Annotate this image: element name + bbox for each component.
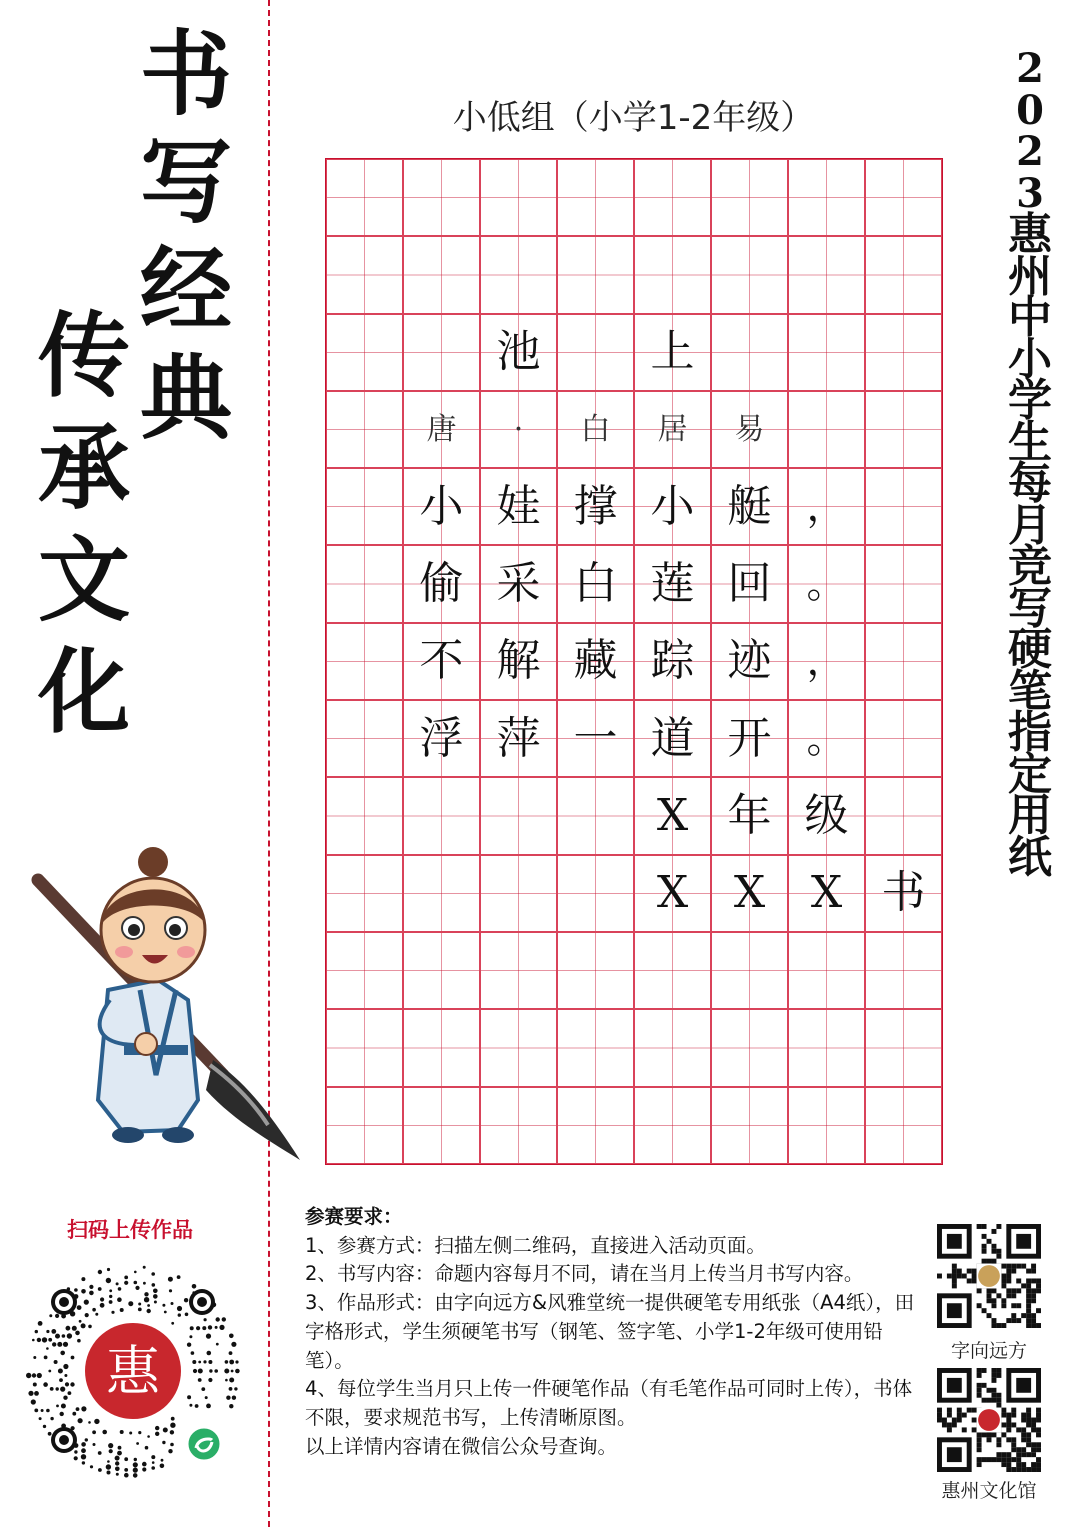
grid-cell (711, 159, 788, 236)
grid-cell (788, 1087, 865, 1164)
grid-cell (711, 932, 788, 1009)
title-char: 州 (1008, 250, 1052, 302)
grid-cell (788, 777, 865, 854)
grid-char: 道 (650, 712, 695, 764)
grid-cell (326, 545, 403, 622)
slogan-char: 典 (140, 344, 233, 452)
grid-cell (634, 1087, 711, 1164)
grid-cell (711, 1009, 788, 1086)
requirements-heading: 参赛要求： (305, 1205, 403, 1228)
grid-cell (480, 855, 557, 932)
grid-cell (865, 545, 942, 622)
grid-cell (788, 314, 865, 391)
grid-cell (865, 159, 942, 236)
grid-cell (865, 236, 942, 313)
grid-char: 撑 (573, 480, 618, 532)
grid-char: 白 (580, 411, 611, 447)
grid-cell (403, 932, 480, 1009)
grid-char: X (810, 867, 843, 919)
grid-char: 解 (496, 635, 541, 687)
grid-cell (711, 391, 788, 468)
grid-cell (634, 777, 711, 854)
title-char: 月 (1008, 499, 1052, 551)
grid-char: 一 (573, 712, 618, 764)
grid-cell (326, 236, 403, 313)
grid-cell (634, 159, 711, 236)
requirement-item: 1、参赛方式：扫描左侧二维码，直接进入活动页面。 (305, 1233, 766, 1257)
grid-char: 藏 (573, 635, 618, 687)
title-char: 用 (1008, 790, 1052, 841)
grid-cell (865, 777, 942, 854)
wechat-mini-program-icon (187, 1427, 221, 1461)
grid-cell (480, 391, 557, 468)
grid-cell (788, 159, 865, 236)
grid-char: 级 (804, 790, 849, 842)
slogan-char: 文 (38, 526, 131, 634)
grid-char: X (733, 867, 766, 919)
title-char: 中 (1008, 292, 1052, 343)
title-char: 小 (1008, 333, 1052, 385)
grid-cell (480, 700, 557, 777)
grid-cell (711, 236, 788, 313)
grid-cell (788, 855, 865, 932)
grid-cell (634, 545, 711, 622)
title-char: 2 (1016, 128, 1044, 175)
grid-cell (326, 623, 403, 700)
slogan-secondary (38, 300, 130, 748)
title-char: 3 (1016, 169, 1044, 217)
grid-char: 偷 (419, 558, 464, 610)
grid-char: 迹 (727, 635, 772, 687)
grid-cell (326, 1087, 403, 1164)
title-char: 指 (1008, 707, 1052, 758)
grid-cell (711, 777, 788, 854)
grid-cell (403, 314, 480, 391)
grid-cell (480, 159, 557, 236)
grid-char: X (656, 790, 689, 842)
grid-cell (865, 391, 942, 468)
grid-cell (326, 700, 403, 777)
scan-upload-label: 扫码上传作品 (67, 1218, 193, 1242)
grid-cell (634, 468, 711, 545)
grid-cell (865, 700, 942, 777)
grid-cell (326, 468, 403, 545)
grid-cell (326, 314, 403, 391)
huizhou-culture-center-qr-code[interactable] (937, 1368, 1041, 1472)
title-char: 生 (1008, 416, 1052, 468)
grid-cell (711, 855, 788, 932)
grid-cell (403, 159, 480, 236)
grid-char: 萍 (496, 712, 541, 764)
grid-cell (403, 391, 480, 468)
grid-cell (480, 545, 557, 622)
grid-cell (403, 777, 480, 854)
title-char: 纸 (1008, 831, 1052, 883)
grid-cell (326, 932, 403, 1009)
requirements-panel (305, 1203, 925, 1461)
grid-char: ， (806, 483, 847, 530)
grid-cell (480, 468, 557, 545)
title-char: 硬 (1008, 624, 1052, 675)
slogan-char: 承 (38, 414, 131, 522)
grid-cell (711, 1087, 788, 1164)
slogan-char: 书 (140, 20, 233, 128)
grid-cell (557, 314, 634, 391)
grid-char: 回 (727, 558, 772, 610)
grid-cell (634, 314, 711, 391)
grid-cell (865, 623, 942, 700)
grid-cell (634, 391, 711, 468)
grid-char: 书 (881, 867, 926, 919)
title-char: 竞 (1008, 541, 1052, 592)
grid-cell (557, 932, 634, 1009)
grid-cell (326, 855, 403, 932)
grid-char: 浮 (419, 712, 464, 764)
title-char: 惠 (1008, 209, 1052, 260)
grid-cell (480, 932, 557, 1009)
grid-cell (711, 700, 788, 777)
grid-char: 白 (573, 558, 618, 610)
grid-char: 。 (806, 715, 847, 762)
grid-char: 上 (650, 326, 695, 378)
vertical-event-title (998, 45, 1062, 883)
requirement-item: 4、每位学生当月只上传一件硬笔作品（有毛笔作品可同时上传），书体不限，要求规范书写，上传清晰原图。 (305, 1377, 913, 1429)
grid-cell (557, 1087, 634, 1164)
grid-char: 易 (734, 411, 765, 447)
grid-cell (557, 159, 634, 236)
requirement-item: 2、书写内容：命题内容每月不同，请在当月上传当月书写内容。 (305, 1262, 864, 1286)
grid-cell (480, 1009, 557, 1086)
grid-cell (865, 1087, 942, 1164)
grid-cell (634, 1009, 711, 1086)
qr-caption: 惠州文化馆 (941, 1480, 1037, 1502)
grid-cell (403, 236, 480, 313)
zixiangyuanfang-qr-code[interactable] (937, 1224, 1041, 1328)
grid-cell (403, 468, 480, 545)
grid-cell (865, 468, 942, 545)
grid-char: 。 (806, 561, 847, 608)
title-char: 笔 (1008, 665, 1052, 717)
grid-cell (711, 623, 788, 700)
grid-char: 娃 (496, 480, 541, 532)
title-char: 2 (1016, 45, 1044, 92)
slogan-char: 写 (140, 128, 233, 236)
grid-char: 年 (727, 790, 772, 842)
grid-char: 踪 (650, 635, 695, 687)
grid-cell (403, 700, 480, 777)
scholar-boy-illustration (28, 840, 308, 1170)
grid-cell (557, 700, 634, 777)
slogan-char: 化 (38, 638, 131, 746)
grid-cell (788, 468, 865, 545)
slogan-char: 传 (38, 302, 131, 410)
requirement-item: 3、作品形式：由字向远方&风雅堂统一提供硬笔专用纸张（A4纸），田字格形式，学生须硬笔书写（钢笔、签字笔、小学1-2年级可使用铅笔）。 (305, 1291, 915, 1372)
grid-char: 艇 (727, 480, 772, 532)
grid-cell (480, 314, 557, 391)
grid-cell (480, 777, 557, 854)
grid-cell (403, 855, 480, 932)
slogan-primary (140, 20, 232, 452)
grid-cell (788, 700, 865, 777)
grid-cell (634, 236, 711, 313)
requirement-item: 以上详情内容请在微信公众号查询。 (305, 1434, 618, 1458)
grid-cell (557, 623, 634, 700)
grid-char: ， (806, 638, 847, 685)
grid-char: · (513, 411, 524, 447)
grid-cell (865, 855, 942, 932)
grid-cell (326, 391, 403, 468)
title-char: 0 (1016, 86, 1044, 134)
grid-cell (788, 623, 865, 700)
grid-char: 唐 (426, 411, 457, 447)
grid-cell (480, 236, 557, 313)
grid-cell (788, 391, 865, 468)
grid-char: 小 (419, 480, 464, 532)
title-char: 每 (1008, 458, 1052, 509)
mini-program-qr-code[interactable] (24, 1262, 242, 1480)
grid-cell (788, 545, 865, 622)
grid-char: 池 (496, 326, 541, 378)
grid-char: 采 (496, 558, 541, 610)
grid-cell (480, 1087, 557, 1164)
grid-cell (326, 159, 403, 236)
tian-zi-ge-grid (325, 158, 943, 1165)
grid-char: 莲 (650, 558, 695, 610)
grid-char: 居 (657, 411, 688, 447)
grid-cell (634, 623, 711, 700)
grid-cell (557, 391, 634, 468)
grid-cell (557, 236, 634, 313)
qr-caption: 字向远方 (950, 1340, 1027, 1362)
grid-cell (557, 855, 634, 932)
title-char: 学 (1008, 375, 1052, 426)
grid-cell (788, 236, 865, 313)
grid-cell (634, 855, 711, 932)
grid-cell (403, 623, 480, 700)
grid-cell (711, 468, 788, 545)
grid-cell (557, 468, 634, 545)
slogan-char: 经 (140, 236, 233, 344)
grid-cell (557, 1009, 634, 1086)
grid-cell (711, 314, 788, 391)
grid-char: X (656, 867, 689, 919)
grid-cell (788, 1009, 865, 1086)
title-char: 写 (1008, 582, 1052, 634)
group-title: 小低组（小学1-2年级） (452, 98, 815, 138)
grid-cell (634, 932, 711, 1009)
grid-char: 小 (650, 480, 695, 532)
grid-cell (865, 1009, 942, 1086)
grid-cell (557, 545, 634, 622)
grid-cell (711, 545, 788, 622)
grid-cell (480, 623, 557, 700)
title-char: 定 (1008, 748, 1052, 800)
grid-char: 开 (727, 712, 772, 764)
grid-cell (788, 932, 865, 1009)
grid-char: 不 (419, 635, 464, 687)
grid-cell (557, 777, 634, 854)
dashed-divider (268, 0, 270, 1527)
grid-cell (403, 545, 480, 622)
grid-cell (634, 700, 711, 777)
grid-cell (865, 932, 942, 1009)
grid-cell (326, 777, 403, 854)
qr-center-char: 惠 (106, 1340, 160, 1403)
grid-cell (403, 1009, 480, 1086)
grid-cell (403, 1087, 480, 1164)
grid-cell (326, 1009, 403, 1086)
grid-cell (865, 314, 942, 391)
